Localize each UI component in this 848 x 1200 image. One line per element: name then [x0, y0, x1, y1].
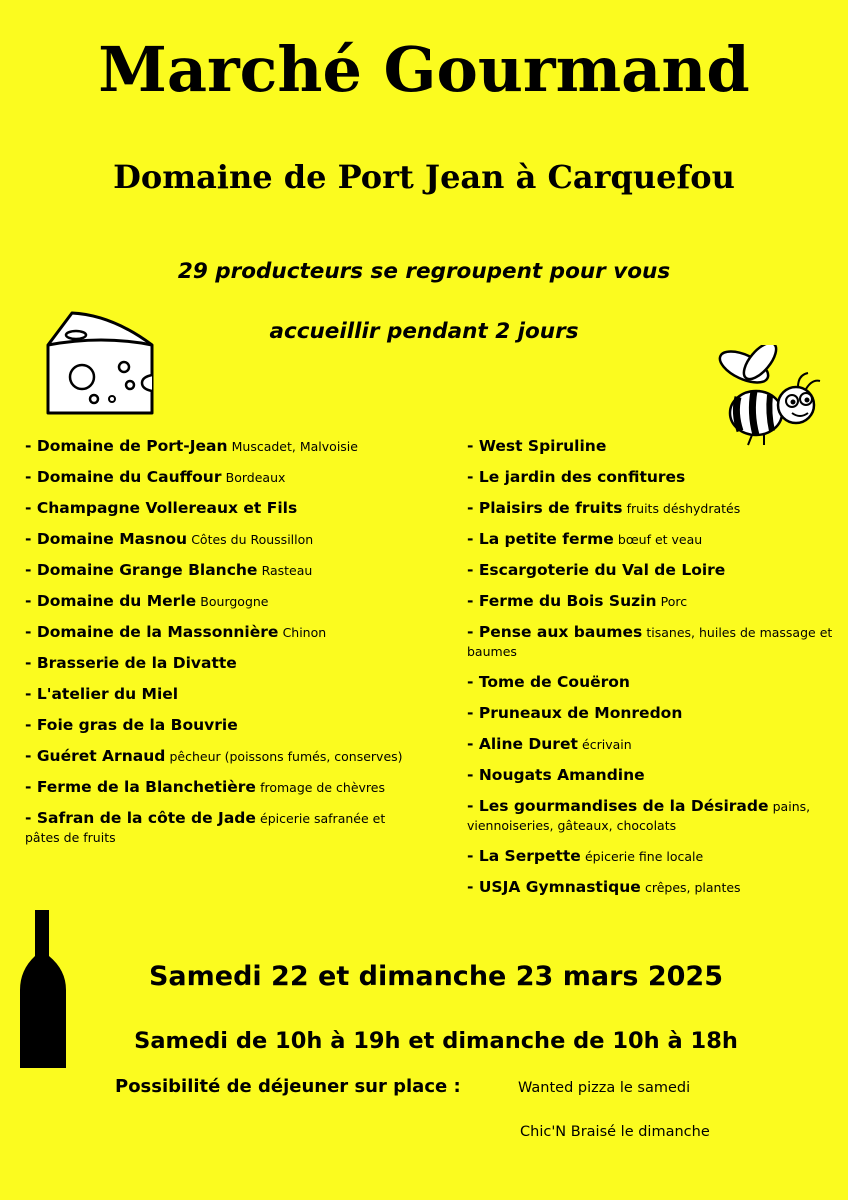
producer-name: - Safran de la côte de Jade	[25, 809, 256, 827]
producer-item	[467, 847, 847, 867]
producer-detail: pêcheur (poissons fumés, conserves)	[169, 749, 403, 764]
producer-name: - Pruneaux de Monredon	[467, 704, 683, 722]
producer-name: - Aline Duret	[467, 735, 578, 753]
cheese-icon	[42, 305, 166, 417]
producer-name: - La Serpette	[467, 847, 581, 865]
producer-detail: Bordeaux	[225, 470, 286, 485]
page-title: Marché Gourmand	[98, 33, 750, 106]
producer-item	[25, 778, 405, 798]
producer-item	[467, 766, 847, 786]
producer-name: - USJA Gymnastique	[467, 878, 641, 896]
producer-item	[467, 878, 847, 898]
tagline-line-1: 29 producteurs se regroupent pour vous	[177, 259, 671, 284]
producer-name: - Brasserie de la Divatte	[25, 654, 237, 672]
producer-item	[467, 561, 847, 581]
producer-name: - Tome de Couëron	[467, 673, 630, 691]
producer-name: - Domaine Grange Blanche	[25, 561, 258, 579]
producer-item	[467, 623, 847, 662]
producer-detail: Rasteau	[261, 563, 313, 578]
producer-item	[467, 735, 847, 755]
producer-name: - Les gourmandises de la Désirade	[467, 797, 769, 815]
producer-item	[467, 530, 847, 550]
producer-name: - Pense aux baumes	[467, 623, 643, 641]
producer-name: - Champagne Vollereaux et Fils	[25, 499, 298, 517]
producer-item	[25, 685, 405, 705]
producer-item	[467, 437, 847, 457]
producer-item	[467, 592, 847, 612]
producer-item	[467, 673, 847, 693]
producer-detail: fromage de chèvres	[260, 780, 385, 795]
producer-list-right	[467, 437, 847, 909]
producer-item	[25, 437, 405, 457]
producer-detail: crêpes, plantes	[644, 880, 741, 895]
producer-item	[467, 499, 847, 519]
producer-name: - Domaine du Cauffour	[25, 468, 222, 486]
producer-name: - Domaine de la Massonnière	[25, 623, 279, 641]
producer-name: - Domaine du Merle	[25, 592, 197, 610]
producer-item	[25, 654, 405, 674]
producer-detail: tisanes, huiles de massage et baumes	[467, 625, 833, 659]
producer-item	[467, 468, 847, 488]
producer-item	[467, 797, 847, 836]
lunch-saturday: Wanted pizza le samedi	[518, 1080, 691, 1096]
producer-name: - Le jardin des confitures	[467, 468, 686, 486]
producer-name: - Escargoterie du Val de Loire	[467, 561, 726, 579]
producer-list-left	[25, 437, 405, 859]
producer-detail: épicerie fine locale	[584, 849, 704, 864]
producer-name: - Domaine Masnou	[25, 530, 188, 548]
producer-detail: écrivain	[582, 737, 632, 752]
producer-item	[25, 623, 405, 643]
producer-detail: fruits déshydratés	[626, 501, 741, 516]
producer-item	[25, 530, 405, 550]
producer-name: - Guéret Arnaud	[25, 747, 166, 765]
event-dates: Samedi 22 et dimanche 23 mars 2025	[148, 961, 724, 992]
producer-name: - West Spiruline	[467, 437, 607, 455]
producer-name: - L'atelier du Miel	[25, 685, 179, 703]
producer-name: - Ferme de la Blanchetière	[25, 778, 256, 796]
producer-item	[25, 499, 405, 519]
bee-icon	[712, 345, 824, 447]
producer-name: - Nougats Amandine	[467, 766, 645, 784]
producer-detail: Côtes du Roussillon	[191, 532, 314, 547]
producer-detail: épicerie safranée et pâtes de fruits	[25, 811, 386, 845]
producer-detail: bœuf et veau	[617, 532, 703, 547]
producer-item	[25, 747, 405, 767]
producer-name: - Domaine de Port-Jean	[25, 437, 228, 455]
page-subtitle: Domaine de Port Jean à Carquefou	[113, 158, 735, 196]
producer-name: - Ferme du Bois Suzin	[467, 592, 657, 610]
producer-item	[25, 468, 405, 488]
producer-item	[25, 592, 405, 612]
producer-detail: Chinon	[282, 625, 327, 640]
producer-detail: pains, viennoiseries, gâteaux, chocolats	[467, 799, 811, 833]
producer-detail: Porc	[660, 594, 688, 609]
producer-detail: Bourgogne	[200, 594, 269, 609]
producer-name: - Plaisirs de fruits	[467, 499, 623, 517]
event-hours: Samedi de 10h à 19h et dimanche de 10h à 18h	[134, 1028, 738, 1054]
lunch-label: Possibilité de déjeuner sur place :	[115, 1076, 461, 1097]
producer-item	[25, 809, 405, 848]
producer-name: - Foie gras de la Bouvrie	[25, 716, 238, 734]
producer-detail: Muscadet, Malvoisie	[231, 439, 358, 454]
lunch-sunday: Chic'N Braisé le dimanche	[520, 1124, 710, 1140]
tagline-line-2: accueillir pendant 2 jours	[269, 319, 579, 344]
producer-item	[467, 704, 847, 724]
producer-name: - La petite ferme	[467, 530, 614, 548]
producer-item	[25, 561, 405, 581]
producer-item	[25, 716, 405, 736]
